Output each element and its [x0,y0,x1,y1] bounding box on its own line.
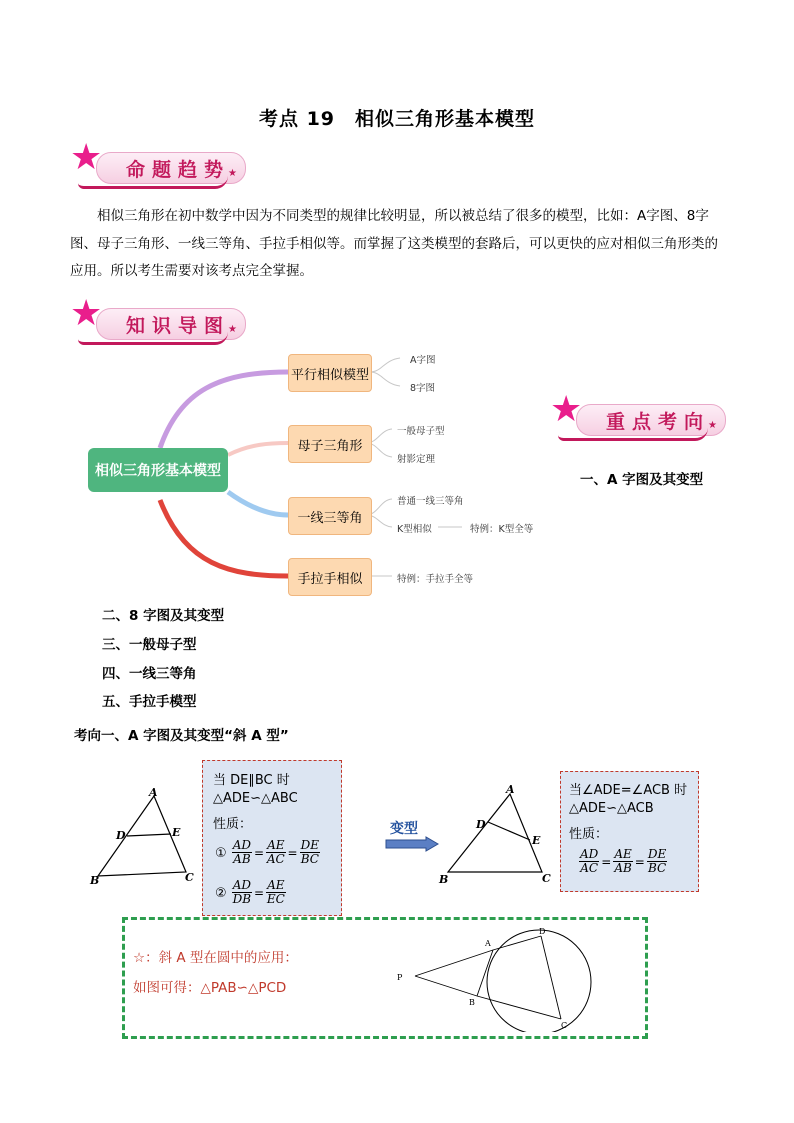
small-star-icon: ★ [228,168,237,179]
mindmap-connectors [0,340,560,600]
section-3: 三、一般母子型 [102,637,197,653]
label-e: E [172,826,181,839]
leaf-8-shape: 8字图 [410,383,436,394]
svg-text:C: C [542,872,551,885]
triangle-figure-1 [84,784,200,890]
mindmap-node-one-line: 一线三等角 [288,497,372,535]
transform-label: 变型 [390,821,418,837]
star-icon: ★ [70,293,103,334]
leaf-a-shape: A字图 [410,355,436,366]
mindmap-node-parallel: 平行相似模型 [288,354,372,392]
svg-text:E: E [532,834,541,847]
circle-application-box [122,917,648,1039]
banner-trend: ★ ★ 命题趋势 [68,146,248,190]
banner-knowledge-map: ★ ★ 知识导图 [68,302,248,346]
triangle-figure-2 [434,780,558,888]
leaf-general-mother-child: 一般母子型 [397,426,445,437]
subheading-direction-1: 考向一、A 字图及其变型“斜 A 型” [74,728,289,744]
star-icon: ★ [550,389,583,430]
mindmap-node-mother-child: 母子三角形 [288,425,372,463]
label-c: C [185,871,194,884]
intro-paragraph: 相似三角形在初中数学中因为不同类型的规律比较明显，所以被总结了很多的模型，比如：A字图、8字图、母子三角形、一线三等角、手拉手相似等。而掌握了这类模型的套路后，可以更快的应对相似三角形类的应用。所以考生需要对该考点完全掌握。 [70,208,718,279]
section-2: 二、8 字图及其变型 [102,608,225,624]
svg-text:C: C [561,1021,568,1030]
property-box-1: 当 DE∥BC 时 △ADE∽△ABC 性质： ① $\frac{AD}{AB}$ = $\frac{AE}{AC}$ = $\frac{DE}{BC}$ ② $\frac{AD}{DB}$ = $\frac{AE}{EC}$ [202,760,342,916]
banner-key-directions: ★ ★ 重点考向 [548,398,728,442]
page-title: 考点 19 相似三角形基本模型 [258,108,536,130]
section-5: 五、手拉手模型 [102,694,197,710]
circle-figure [391,926,621,1032]
star-icon: ★ [70,137,103,178]
ratio-row-3: $\frac{AD}{AC}$ = $\frac{AE}{AB}$ = $\frac{DE}{BC}$ [580,847,667,875]
section-1: 一、A 字图及其变型 [580,472,704,488]
section-4: 四、一线三等角 [102,666,197,682]
leaf-k-congruent: 特例：K型全等 [470,524,534,535]
svg-text:D: D [539,927,546,936]
svg-text:A: A [485,939,491,948]
label-d: D [116,829,126,842]
svg-text:A: A [506,783,515,796]
small-star-icon: ★ [708,420,717,431]
leaf-projection-theorem: 射影定理 [397,454,436,465]
mindmap-root: 相似三角形基本模型 [88,448,228,492]
property-box-2: 当∠ADE=∠ACB 时 △ADE∽△ACB 性质： $\frac{AD}{AC}$ = $\frac{AE}{AB}$ = $\frac{DE}{BC}$ [560,771,699,892]
svg-text:B: B [439,873,449,886]
label-a: A [149,786,158,799]
circle-box-line-1: ☆：斜 A 型在圆中的应用： [133,950,298,966]
mindmap-node-hand-in-hand: 手拉手相似 [288,558,372,596]
leaf-normal-one-line: 普通一线三等角 [397,496,464,507]
leaf-k-similar: K型相似 [397,524,432,535]
ratio-row-1: ① $\frac{AD}{AB}$ = $\frac{AE}{AC}$ = $\frac{DE}{BC}$ [215,838,319,866]
circle-box-line-2: 如图可得：△PAB∽△PCD [133,980,287,996]
ratio-row-2: ② $\frac{AD}{DB}$ = $\frac{AE}{EC}$ [215,878,285,906]
svg-text:B: B [469,998,475,1007]
svg-text:D: D [476,818,486,831]
arrow-right-icon [384,836,440,852]
small-star-icon: ★ [228,324,237,335]
label-b: B [90,874,100,887]
svg-text:P: P [397,973,403,982]
leaf-hand-congruent: 特例：手拉手全等 [397,574,474,585]
